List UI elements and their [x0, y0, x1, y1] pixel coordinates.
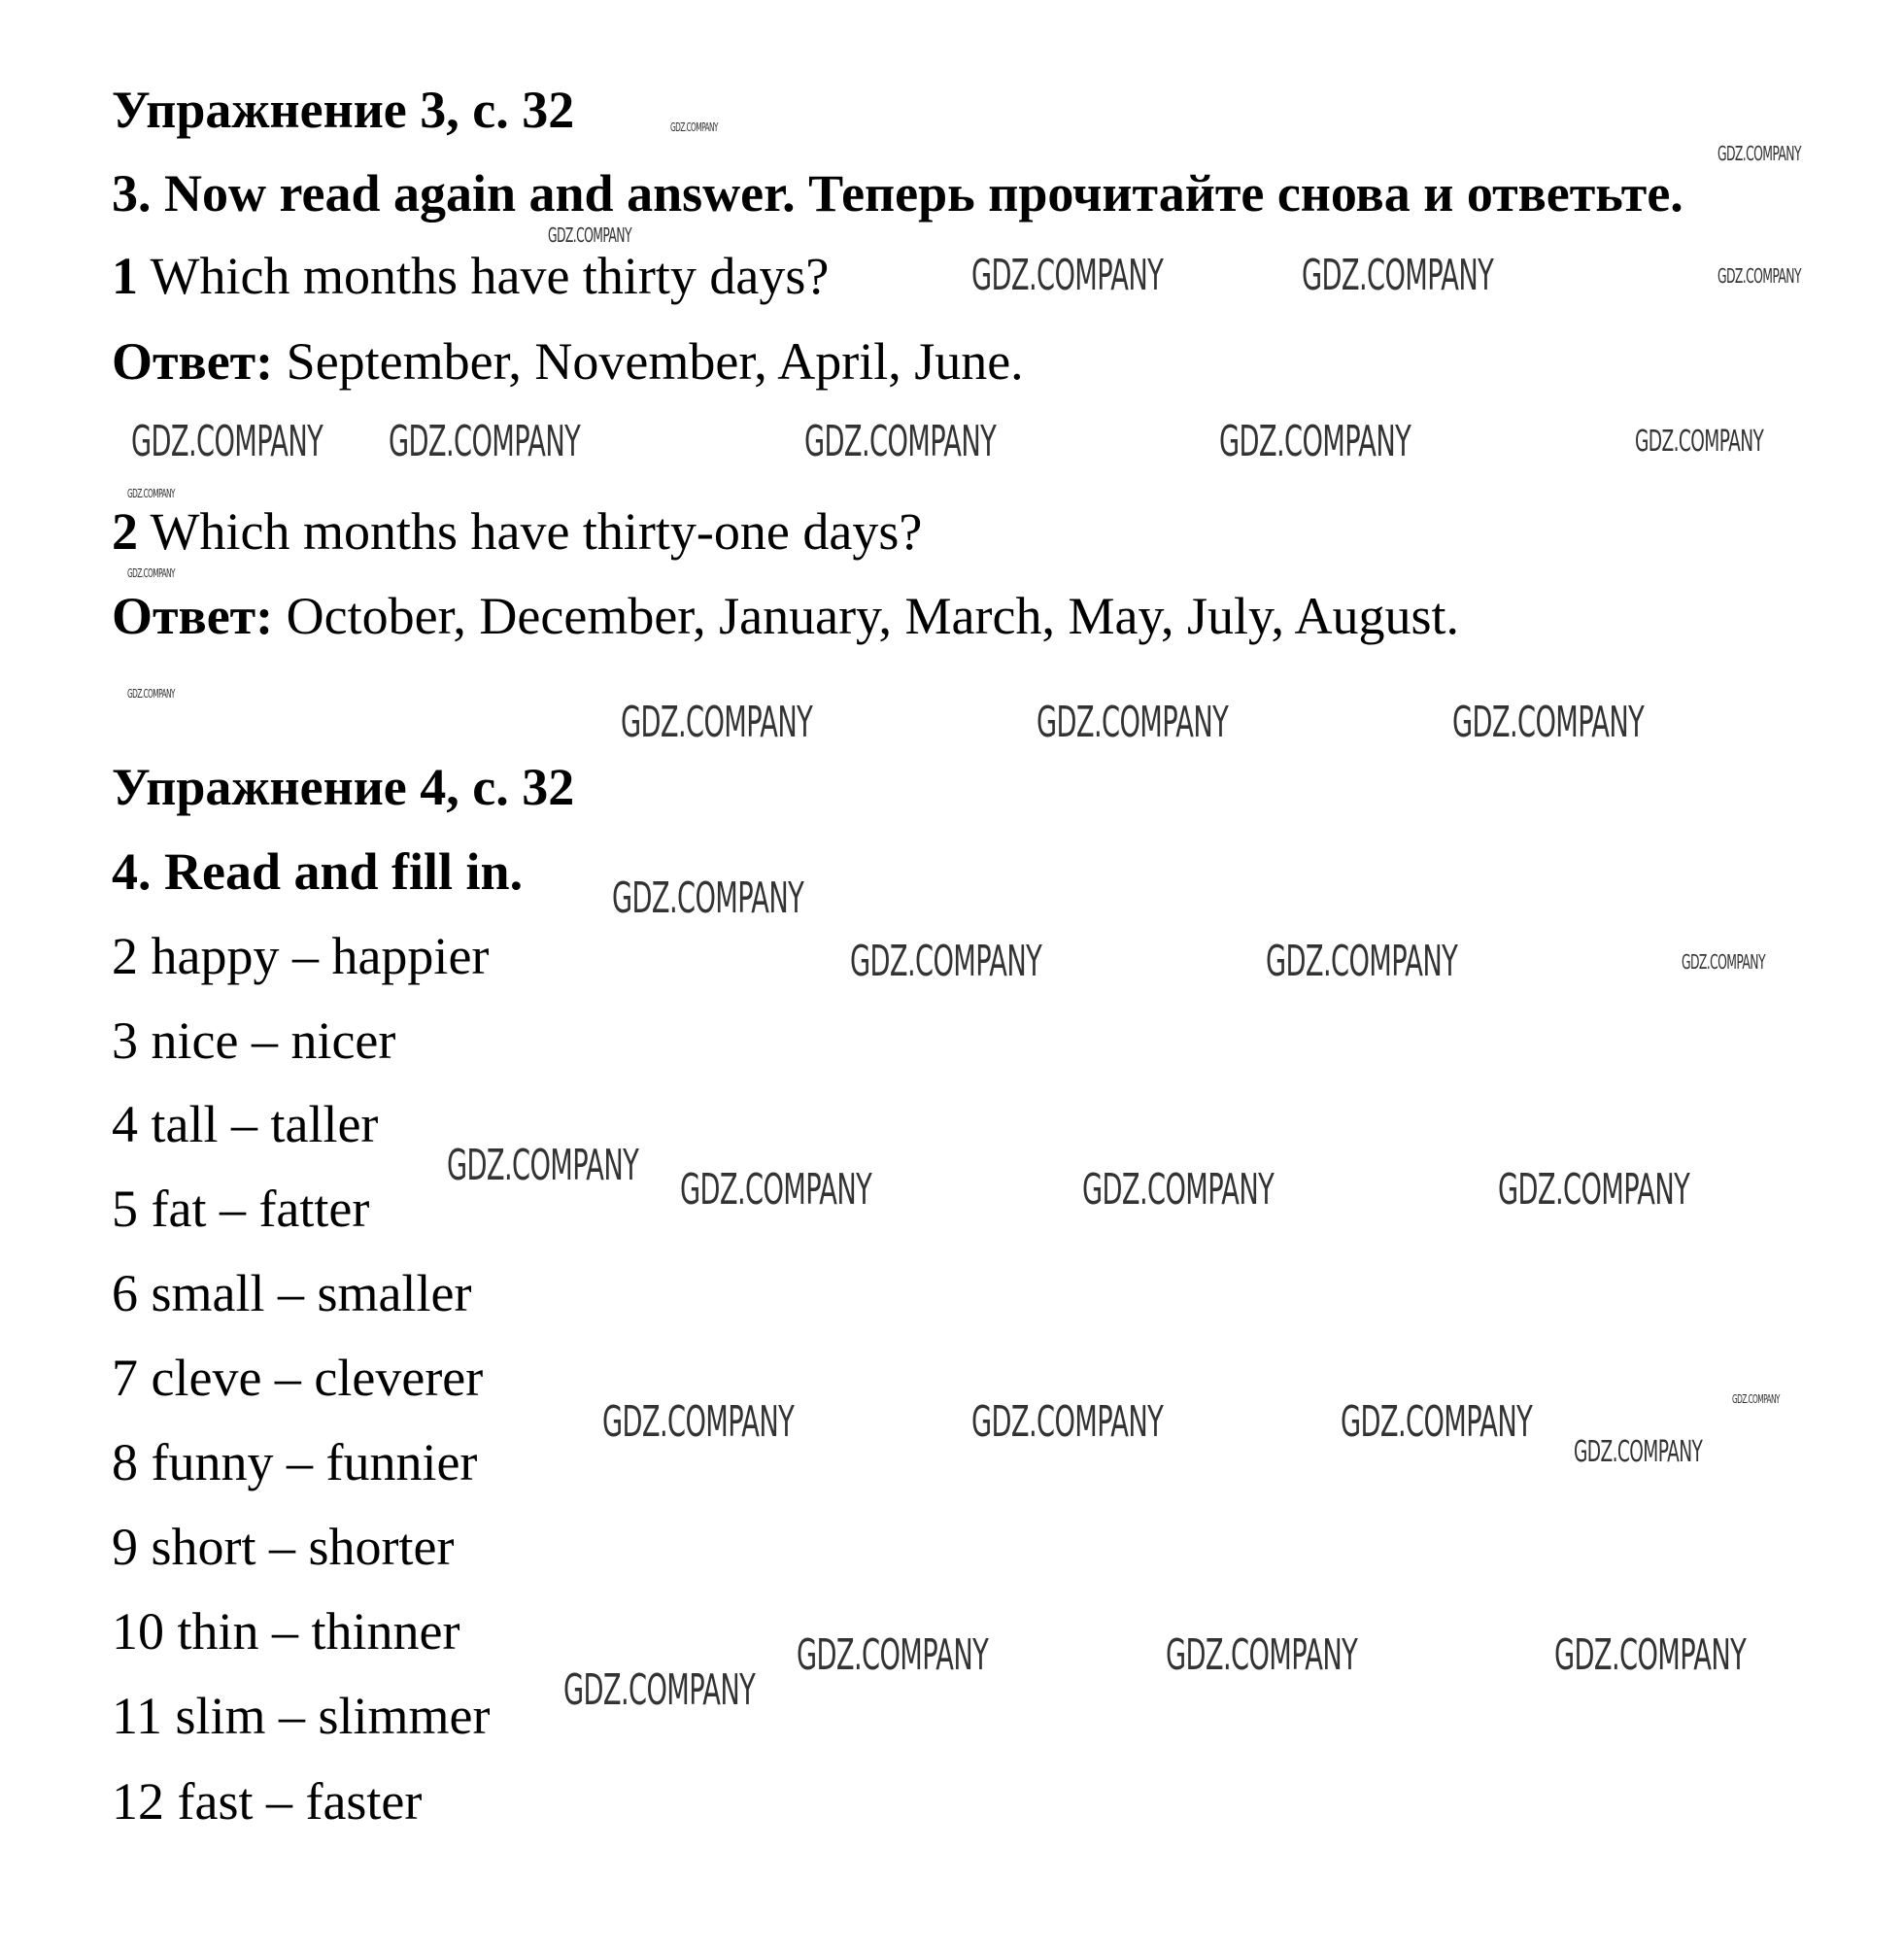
watermark: GDZ.COMPANY [971, 1397, 1164, 1447]
list-item: 9 short – shorter [112, 1518, 455, 1576]
exercise-4-heading: Упражнение 4, с. 32 [112, 758, 575, 816]
answer-text: September, November, April, June. [273, 332, 1024, 391]
list-item: 7 cleve – cleverer [112, 1349, 484, 1407]
watermark: GDZ.COMPANY [1302, 251, 1494, 300]
watermark: GDZ.COMPANY [1219, 417, 1411, 466]
watermark: GDZ.COMPANY [127, 687, 175, 701]
list-item: 8 funny – funnier [112, 1433, 478, 1491]
watermark: GDZ.COMPANY [1166, 1630, 1358, 1680]
exercise-4-instruction: 4. Read and fill in. [112, 842, 524, 901]
watermark: GDZ.COMPANY [602, 1397, 795, 1447]
watermark: GDZ.COMPANY [804, 417, 997, 466]
watermark: GDZ.COMPANY [131, 417, 323, 466]
list-item: 12 fast – faster [112, 1772, 423, 1831]
answer-1 [112, 332, 1024, 391]
exercise-3-heading: Упражнение 3, с. 32 [112, 81, 575, 139]
list-item: 2 happy – happier [112, 927, 490, 985]
watermark: GDZ.COMPANY [548, 223, 631, 247]
watermark: GDZ.COMPANY [1266, 937, 1458, 986]
watermark: GDZ.COMPANY [797, 1630, 989, 1680]
watermark: GDZ.COMPANY [127, 487, 175, 500]
answer-text: October, December, January, March, May, July, August. [273, 587, 1459, 645]
list-item: 11 slim – slimmer [112, 1687, 491, 1745]
list-item: 3 nice – nicer [112, 1011, 396, 1070]
watermark: GDZ.COMPANY [563, 1665, 756, 1715]
question-text: Which months have thirty days? [138, 247, 830, 305]
watermark: GDZ.COMPANY [389, 417, 581, 466]
list-item: 10 thin – thinner [112, 1602, 460, 1661]
watermark: GDZ.COMPANY [1498, 1165, 1690, 1215]
watermark: GDZ.COMPANY [612, 873, 804, 923]
answer-label: Ответ: [112, 587, 274, 645]
question-number: 2 [112, 502, 138, 561]
list-item: 6 small – smaller [112, 1264, 472, 1322]
watermark: GDZ.COMPANY [1037, 698, 1229, 747]
watermark: GDZ.COMPANY [1732, 1392, 1780, 1406]
watermark: GDZ.COMPANY [1554, 1630, 1747, 1680]
watermark: GDZ.COMPANY [850, 937, 1042, 986]
watermark: GDZ.COMPANY [127, 566, 175, 580]
answer-2 [112, 587, 1459, 645]
question-number: 1 [112, 247, 138, 305]
watermark: GDZ.COMPANY [1082, 1165, 1275, 1215]
list-item: 5 fat – fatter [112, 1180, 370, 1238]
watermark: GDZ.COMPANY [1717, 264, 1801, 288]
answer-label: Ответ: [112, 332, 274, 391]
list-item: 4 tall – taller [112, 1095, 379, 1153]
exercise-3-instruction: 3. Now read again and answer. Теперь прочитайте снова и ответьте. [112, 164, 1683, 223]
question-2 [112, 502, 923, 561]
question-text: Which months have thirty-one days? [138, 502, 923, 561]
watermark: GDZ.COMPANY [1682, 950, 1765, 974]
watermark: GDZ.COMPANY [1717, 142, 1801, 165]
watermark: GDZ.COMPANY [971, 251, 1164, 300]
watermark: GDZ.COMPANY [680, 1165, 872, 1215]
watermark: GDZ.COMPANY [1574, 1435, 1703, 1469]
watermark: GDZ.COMPANY [1635, 425, 1764, 459]
question-1 [112, 247, 830, 305]
watermark: GDZ.COMPANY [621, 698, 813, 747]
watermark: GDZ.COMPANY [670, 120, 718, 134]
watermark: GDZ.COMPANY [1341, 1397, 1533, 1447]
watermark: GDZ.COMPANY [1452, 698, 1645, 747]
watermark: GDZ.COMPANY [447, 1141, 639, 1190]
